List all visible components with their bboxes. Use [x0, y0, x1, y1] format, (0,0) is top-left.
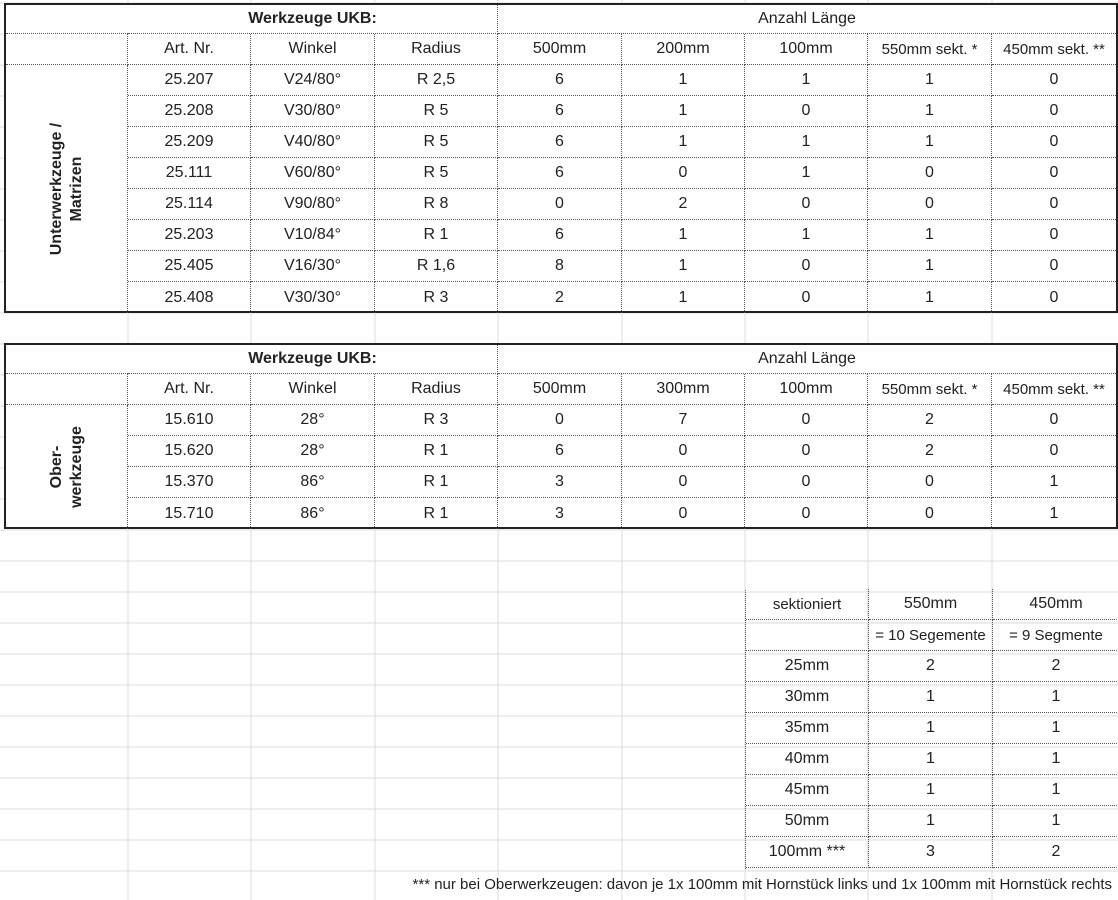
table-cell: 86°	[251, 498, 375, 529]
column-header: 550mm	[869, 589, 993, 620]
table-cell: R 1	[375, 220, 498, 251]
group-header-anzahl-laenge: Anzahl Länge	[498, 5, 1116, 34]
table-cell: V10/84°	[251, 220, 375, 251]
table-cell: R 1	[375, 467, 498, 498]
table-cell: 1	[993, 806, 1118, 837]
table-cell: 6	[498, 65, 622, 96]
table-cell: 1	[868, 220, 992, 251]
table-cell: 0	[992, 189, 1116, 220]
table-cell: 25.209	[128, 127, 251, 158]
side-label	[6, 65, 128, 313]
title-left-blank	[6, 345, 128, 374]
footnote: *** nur bei Oberwerkzeugen: davon je 1x 100mm mit Hornstück links und 1x 100mm mit Hornstück rechts	[412, 876, 1112, 893]
column-header: 550mm sekt. *	[868, 374, 992, 405]
table-cell: 1	[868, 282, 992, 313]
table-cell: 25.208	[128, 96, 251, 127]
table-cell: 25mm	[746, 651, 869, 682]
table-cell: 1	[622, 127, 745, 158]
table-cell: 1	[745, 220, 868, 251]
table-cell: 40mm	[746, 744, 869, 775]
table-cell: V90/80°	[251, 189, 375, 220]
column-header: Radius	[375, 34, 498, 65]
table-cell: 2	[993, 837, 1118, 868]
table-cell: R 5	[375, 127, 498, 158]
table-cell: 0	[498, 405, 622, 436]
column-header: Art. Nr.	[128, 34, 251, 65]
table-cell: 0	[868, 498, 992, 529]
table-cell: V16/30°	[251, 251, 375, 282]
table-cell: 1	[745, 65, 868, 96]
table-cell: 2	[868, 405, 992, 436]
table-cell: 0	[622, 158, 745, 189]
table-cell: 15.610	[128, 405, 251, 436]
table-cell: 3	[869, 837, 993, 868]
column-header: = 9 Segmente	[993, 620, 1118, 651]
side-label-line2: Matrizen	[68, 156, 85, 222]
table-cell: 0	[992, 65, 1116, 96]
table-cell: 50mm	[746, 806, 869, 837]
table-cell: 1	[1049, 504, 1059, 522]
table-cell: 6	[498, 96, 622, 127]
side-label-cell	[6, 405, 128, 529]
column-header: 550mm sekt. *	[868, 34, 992, 65]
table-cell: 2	[498, 282, 622, 313]
header-left-blank	[6, 34, 128, 65]
table-cell: 1	[868, 96, 992, 127]
column-header: = 10 Segemente	[869, 620, 993, 651]
table-cell: 1	[622, 282, 745, 313]
table-cell: 1	[745, 127, 868, 158]
table-cell: 0	[498, 189, 622, 220]
column-header: 500mm	[498, 374, 622, 405]
table-cell: 45mm	[746, 775, 869, 806]
table-cell: 3	[498, 498, 622, 529]
table-cell: 0	[745, 498, 868, 529]
side-label-cell	[6, 65, 128, 313]
column-header: 450mm sekt. **	[992, 374, 1116, 405]
table-cell: 25.408	[128, 282, 251, 313]
column-header: sektioniert	[746, 589, 869, 620]
table-cell: 3	[498, 467, 622, 498]
table-cell: 25.405	[128, 251, 251, 282]
table-cell: 7	[622, 405, 745, 436]
table-cell: 1	[869, 775, 993, 806]
header-left-blank	[6, 374, 128, 405]
table-cell: 1	[622, 251, 745, 282]
table-cell: 1	[993, 744, 1118, 775]
table-cell: 0	[745, 96, 868, 127]
table-cell: 0	[622, 436, 745, 467]
column-header: 450mm sekt. **	[992, 34, 1116, 65]
table-cell: 1	[993, 775, 1118, 806]
table-sektioniert	[745, 590, 1118, 869]
table-cell: 1	[745, 158, 868, 189]
table-cell: 2	[869, 651, 993, 682]
table-cell: R 3	[375, 282, 498, 313]
table-cell: 0	[868, 467, 992, 498]
side-label	[6, 405, 128, 529]
table-cell: 2	[868, 436, 992, 467]
table-cell: 1	[622, 96, 745, 127]
table-cell: R 3	[375, 405, 498, 436]
side-label-line2: werkzeuge	[68, 426, 85, 508]
table-unterwerkzeuge	[4, 3, 1118, 313]
table-cell: R 2,5	[375, 65, 498, 96]
table-title: Werkzeuge UKB:	[128, 5, 498, 34]
table-cell: 6	[498, 158, 622, 189]
table-cell: 30mm	[746, 682, 869, 713]
table-cell: 6	[498, 220, 622, 251]
table-cell: 0	[1049, 288, 1059, 306]
table-cell: 2	[622, 189, 745, 220]
table-oberwerkzeuge	[4, 343, 1118, 529]
table-cell: 0	[992, 127, 1116, 158]
table-cell: 8	[498, 251, 622, 282]
table-cell: 28°	[251, 405, 375, 436]
table-cell: V24/80°	[251, 65, 375, 96]
table-cell: 0	[745, 467, 868, 498]
column-header	[746, 620, 869, 651]
side-label-line1: Unterwerkzeuge /	[48, 122, 65, 256]
table-cell: 1	[868, 127, 992, 158]
table-cell: 0	[992, 251, 1116, 282]
column-header: Winkel	[251, 34, 375, 65]
group-header-anzahl-laenge: Anzahl Länge	[498, 345, 1116, 374]
table-cell: 0	[745, 189, 868, 220]
table-cell: 0	[868, 158, 992, 189]
table-cell: 25.111	[128, 158, 251, 189]
table-cell: 25.203	[128, 220, 251, 251]
table-cell: 1	[868, 251, 992, 282]
table-cell: 86°	[251, 467, 375, 498]
table-cell: 0	[992, 405, 1116, 436]
table-cell: R 1	[375, 436, 498, 467]
table-cell: 35mm	[746, 713, 869, 744]
table-cell: 0	[992, 158, 1116, 189]
table-cell: 1	[869, 744, 993, 775]
table-cell: 0	[622, 498, 745, 529]
table-cell: 100mm ***	[746, 837, 869, 868]
table-cell: 0	[745, 282, 868, 313]
table-cell: 6	[498, 127, 622, 158]
column-header: 300mm	[622, 374, 745, 405]
column-header: Art. Nr.	[128, 374, 251, 405]
table-cell: 0	[745, 436, 868, 467]
table-cell: R 5	[375, 96, 498, 127]
table-cell: 1	[869, 682, 993, 713]
table-cell: R 8	[375, 189, 498, 220]
table-cell: 0	[992, 436, 1116, 467]
table-cell: R 1,6	[375, 251, 498, 282]
table-cell: 0	[745, 405, 868, 436]
table-cell: 0	[992, 220, 1116, 251]
table-cell: V60/80°	[251, 158, 375, 189]
table-title: Werkzeuge UKB:	[128, 345, 498, 374]
table-cell: 1	[622, 220, 745, 251]
column-header: 200mm	[622, 34, 745, 65]
table-cell: 1	[622, 65, 745, 96]
table-cell: 1	[869, 806, 993, 837]
table-cell: 15.370	[128, 467, 251, 498]
side-label-line1: Ober-	[48, 445, 65, 489]
table-cell: 25.114	[128, 189, 251, 220]
table-cell: 0	[868, 189, 992, 220]
column-header: 100mm	[745, 34, 868, 65]
column-header: 500mm	[498, 34, 622, 65]
table-cell: 2	[993, 651, 1118, 682]
table-cell: 28°	[251, 436, 375, 467]
table-cell: V30/80°	[251, 96, 375, 127]
table-cell: 1	[993, 713, 1118, 744]
column-header: Radius	[375, 374, 498, 405]
table-cell: V40/80°	[251, 127, 375, 158]
table-cell: 15.620	[128, 436, 251, 467]
table-cell: 0	[622, 467, 745, 498]
table-cell: 1	[868, 65, 992, 96]
table-cell: 1	[869, 713, 993, 744]
table-cell: V30/30°	[251, 282, 375, 313]
table-cell: 15.710	[128, 498, 251, 529]
table-cell: 0	[745, 251, 868, 282]
table-cell: 1	[992, 467, 1116, 498]
table-cell: 1	[993, 682, 1118, 713]
column-header: 100mm	[745, 374, 868, 405]
table-cell: R 5	[375, 158, 498, 189]
table-cell: R 1	[375, 498, 498, 529]
table-cell: 6	[498, 436, 622, 467]
column-header: 450mm	[993, 589, 1118, 620]
table-cell: 25.207	[128, 65, 251, 96]
table-cell: 0	[992, 96, 1116, 127]
column-header: Winkel	[251, 374, 375, 405]
title-left-blank	[6, 5, 128, 34]
